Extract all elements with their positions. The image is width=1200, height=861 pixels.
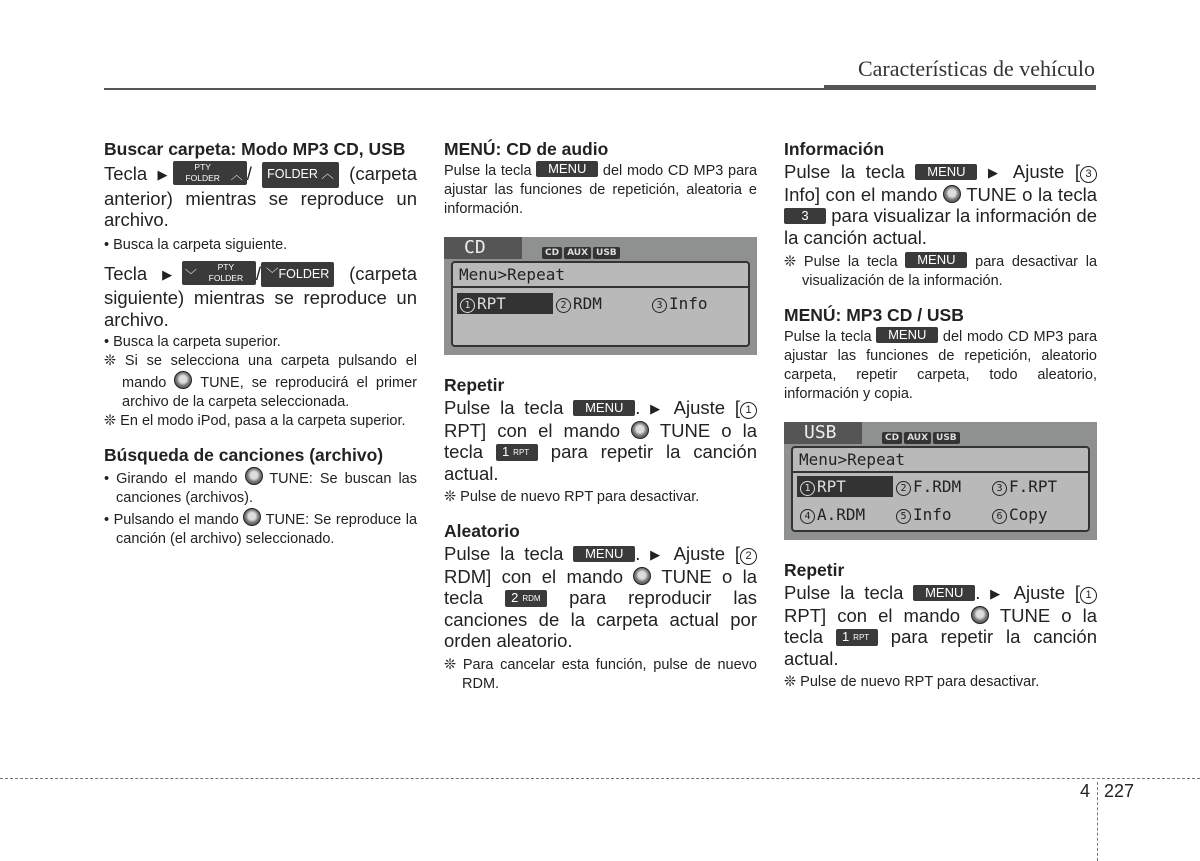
- lcd-option-rdm: 2 RDM: [553, 293, 605, 314]
- pty-folder-up-key: PTY FOLDER ︿: [173, 161, 247, 185]
- menu-key: MENU: [913, 585, 975, 601]
- circled-number-icon: 2: [740, 548, 757, 565]
- lcd-option-f-rpt: 3 F.RPT: [989, 476, 1060, 497]
- note-folder-select: ❊ Si se selecciona una carpeta pulsando el mando TUNE, se reproducirá el primer archivo de la carpeta seleccionada.: [104, 353, 417, 410]
- note-random: ❊ Para cancelar esta función, pulse de nuevo RDM.: [444, 656, 757, 692]
- header-rule-accent: [824, 85, 1096, 90]
- arrow-right-icon: ▶: [157, 167, 173, 182]
- arrow-right-icon: ▶: [650, 547, 665, 562]
- tune-knob-icon: [245, 467, 263, 485]
- info-key: 3: [784, 208, 826, 224]
- section-heading-audio-cd-menu: MENÚ: CD de audio: [444, 139, 609, 159]
- circled-number-icon: 1: [740, 402, 757, 419]
- bullet-upper-folder: • Busca la carpeta superior.: [104, 334, 281, 350]
- lcd-option-copy: 6 Copy: [989, 504, 1051, 525]
- tune-knob-icon: [631, 421, 649, 439]
- lcd-source-tags: CD AUX USB: [882, 427, 962, 445]
- menu-key: MENU: [573, 546, 635, 562]
- tune-knob-icon: [943, 185, 961, 203]
- rpt-key: 1 RPT: [496, 444, 538, 461]
- menu-key: MENU: [573, 400, 635, 416]
- folder-up-key: FOLDER ︿: [262, 162, 339, 188]
- note-ipod: ❊ En el modo iPod, pasa a la carpeta superior.: [104, 413, 406, 429]
- lcd-mode-label: CD: [444, 237, 522, 259]
- folder-down-key: ﹀FOLDER: [261, 262, 334, 288]
- paragraph-audio-cd-menu: Pulse la tecla MENU del modo CD MP3 para ajustar las funciones de repetición, aleatoria e información.: [444, 161, 758, 217]
- chevron-down-icon: ﹀: [184, 267, 197, 282]
- section-heading-folder-search: Buscar carpeta: Modo MP3 CD, USB: [104, 139, 406, 159]
- tune-knob-icon: [633, 567, 651, 585]
- footer-rule: [0, 778, 1200, 779]
- chapter-number: 4: [1080, 781, 1091, 801]
- circled-number-icon: 3: [1080, 166, 1097, 183]
- paragraph-info: Pulse la tecla MENU ▶ Ajuste [ 3 Info] con el mando TUNE o la tecla 3 para visualizar la información de la canción actual.: [784, 161, 1098, 248]
- paragraph-next-folder: Tecla ▶ ﹀ PTY FOLDER / ﹀FOLDER (carpeta siguiente) mientras se reproduce un archivo.: [104, 261, 418, 330]
- lcd-option-a-rdm: 4 A.RDM: [797, 504, 868, 525]
- tune-knob-icon: [174, 371, 192, 389]
- column-right: [784, 139, 1097, 692]
- rpt-key: 1 RPT: [836, 629, 878, 646]
- chevron-up-icon: ︿: [321, 167, 334, 181]
- lcd-menu-path: Menu>Repeat: [459, 265, 565, 284]
- lcd-option-f-rdm: 2 F.RDM: [893, 476, 964, 497]
- paragraph-mp3-usb-menu: Pulse la tecla MENU del modo CD MP3 para ajustar las funciones de repetición, aleatorio carpeta, repetir carpeta, todo aleatorio, información y copia.: [784, 327, 1098, 402]
- paragraph-prev-folder: Tecla ▶ PTY FOLDER ︿ / FOLDER ︿ (carpeta anterior) mientras se reproduce un archivo.: [104, 162, 418, 230]
- arrow-right-icon: ▶: [987, 165, 1004, 180]
- bullet-turn-knob: • Girando el mando TUNE: Se buscan las canciones (archivos).: [104, 467, 417, 508]
- chevron-up-icon: ︿: [230, 168, 243, 182]
- lcd-source-tags: CD AUX USB: [542, 242, 622, 260]
- lcd-mode-label: USB: [784, 422, 862, 444]
- lcd-option-info: 5 Info: [893, 504, 955, 525]
- tune-knob-icon: [971, 606, 989, 624]
- column-left: [104, 139, 417, 549]
- menu-key: MENU: [536, 161, 598, 177]
- pty-folder-down-key: ﹀ PTY FOLDER: [182, 261, 256, 285]
- section-heading-repeat: Repetir: [444, 375, 505, 395]
- menu-key: MENU: [876, 327, 938, 343]
- paragraph-random: Pulse la tecla MENU . ▶ Ajuste [ 2 RDM] con el mando TUNE o la tecla 2 RDM para reproducir las canciones de la carpeta actual por orden aleatorio.: [444, 543, 758, 651]
- section-heading-random: Aleatorio: [444, 521, 520, 541]
- tune-knob-icon: [243, 508, 261, 526]
- lcd-option-rpt: 1 RPT: [797, 476, 893, 497]
- paragraph-repeat-usb: Pulse la tecla MENU . ▶ Ajuste [ 1 RPT] con el mando TUNE o la tecla 1 RPT para repetir la canción actual.: [784, 582, 1098, 669]
- section-heading-song-search: Búsqueda de canciones (archivo): [104, 445, 384, 465]
- bullet-next-folder: • Busca la carpeta siguiente.: [104, 236, 288, 253]
- lcd-option-rpt: 1 RPT: [457, 293, 553, 314]
- arrow-right-icon: ▶: [162, 266, 182, 282]
- page-number: 227: [1104, 781, 1135, 801]
- section-heading-repeat-usb: Repetir: [784, 560, 845, 580]
- footer-divider: [1097, 782, 1098, 861]
- paragraph-repeat: Pulse la tecla MENU . ▶ Ajuste [ 1 RPT] con el mando TUNE o la tecla 1 RPT para repetir la canción actual.: [444, 397, 758, 484]
- lcd-option-info: 3 Info: [649, 293, 711, 314]
- page-header-title: Características de vehículo: [857, 56, 1095, 81]
- circled-number-icon: 1: [1080, 587, 1097, 604]
- arrow-right-icon: ▶: [990, 586, 1005, 601]
- rdm-key: 2 RDM: [505, 590, 547, 607]
- lcd-screen: [791, 446, 1090, 532]
- note-repeat: ❊ Pulse de nuevo RPT para desactivar.: [444, 489, 700, 505]
- lcd-usb-menu-display: [784, 422, 1097, 540]
- menu-key: MENU: [915, 164, 977, 180]
- chevron-down-icon: ﹀: [266, 266, 279, 281]
- note-repeat-usb: ❊ Pulse de nuevo RPT para desactivar.: [784, 674, 1040, 690]
- lcd-screen: [451, 261, 750, 347]
- lcd-menu-path: Menu>Repeat: [799, 450, 905, 469]
- menu-key: MENU: [905, 252, 967, 268]
- section-heading-mp3-usb-menu: MENÚ: MP3 CD / USB: [784, 305, 964, 325]
- column-middle: [444, 139, 757, 694]
- section-heading-info: Información: [784, 139, 885, 159]
- note-info: ❊ Pulse la tecla MENU para desactivar la visualización de la información.: [784, 252, 1098, 289]
- arrow-right-icon: ▶: [650, 401, 665, 416]
- bullet-press-knob: • Pulsando el mando TUNE: Se reproduce la canción (el archivo) seleccionado.: [104, 508, 417, 549]
- lcd-cd-menu-display: [444, 237, 757, 355]
